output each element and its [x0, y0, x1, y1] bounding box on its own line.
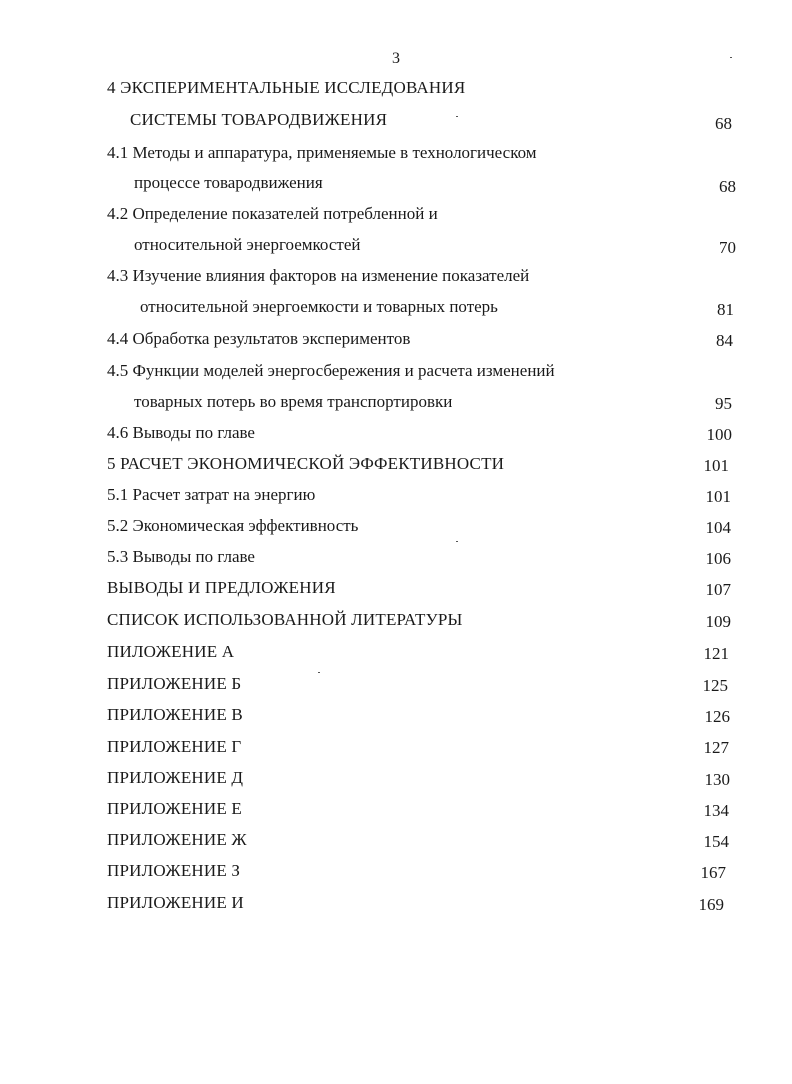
- toc-entry-text: 4.6 Выводы по главе: [107, 423, 255, 442]
- toc-entry-text: 5.1 Расчет затрат на энергию: [107, 485, 316, 504]
- toc-entry-text: ПРИЛОЖЕНИЕ З: [107, 861, 241, 880]
- toc-entry-page: 95: [715, 394, 732, 413]
- toc-entry-text: 4 ЭКСПЕРИМЕНТАЛЬНЫЕ ИССЛЕДОВАНИЯ: [107, 78, 466, 97]
- scan-speck: [318, 672, 320, 673]
- toc-entry-text: ВЫВОДЫ И ПРЕДЛОЖЕНИЯ: [107, 578, 336, 597]
- toc-entry-page: 167: [700, 863, 726, 882]
- toc-entry-page: 68: [719, 177, 736, 196]
- toc-entry-text: 4.5 Функции моделей энергосбережения и расчета изменений: [107, 361, 555, 380]
- toc-entry-page: 70: [719, 238, 736, 257]
- scan-speck: [456, 541, 458, 542]
- toc-entry-text: 5.2 Экономическая эффективность: [107, 516, 359, 535]
- toc-entry-page: 130: [704, 770, 730, 789]
- toc-entry-page: 169: [698, 895, 724, 914]
- toc-entry-text: товарных потерь во время транспортировки: [134, 392, 453, 411]
- toc-entry-text: ПРИЛОЖЕНИЕ Д: [107, 768, 244, 787]
- toc-entry-text: 4.1 Методы и аппаратура, применяемые в технологическом: [107, 143, 537, 162]
- toc-entry-page: 104: [705, 518, 731, 537]
- toc-entry-text: 5.3 Выводы по главе: [107, 547, 255, 566]
- toc-entry-page: 109: [705, 612, 731, 631]
- toc-entry-text: ПРИЛОЖЕНИЕ Б: [107, 674, 242, 693]
- toc-entry-text: ПИЛОЖЕНИЕ А: [107, 642, 235, 661]
- toc-entry-text: ПРИЛОЖЕНИЕ В: [107, 705, 243, 724]
- toc-entry-text: относительной энергоемкости и товарных потерь: [140, 297, 498, 316]
- toc-entry-page: 106: [705, 549, 731, 568]
- toc-entry-text: ПРИЛОЖЕНИЕ И: [107, 893, 244, 912]
- toc-entry-page: 126: [704, 707, 730, 726]
- toc-entry-page: 125: [702, 676, 728, 695]
- toc-entry-text: процессе товародвижения: [134, 173, 323, 192]
- toc-entry-page: 81: [717, 300, 734, 319]
- toc-entry-page: 101: [703, 456, 729, 475]
- scan-speck: [730, 57, 732, 58]
- toc-entry-text: СИСТЕМЫ ТОВАРОДВИЖЕНИЯ: [130, 110, 388, 129]
- toc-entry-page: 68: [715, 114, 732, 133]
- toc-entry-text: относительной энергоемкостей: [134, 235, 361, 254]
- toc-entry-page: 154: [703, 832, 729, 851]
- toc-entry-page: 101: [705, 487, 731, 506]
- toc-entry-text: 4.3 Изучение влияния факторов на изменение показателей: [107, 266, 530, 285]
- toc-entry-page: 107: [705, 580, 731, 599]
- page-number: 3: [392, 50, 400, 67]
- toc-entry-page: 84: [716, 331, 733, 350]
- toc-entry-text: 4.4 Обработка результатов экспериментов: [107, 329, 411, 348]
- toc-entry-page: 134: [703, 801, 729, 820]
- toc-entry-page: 127: [703, 738, 729, 757]
- toc-entry-page: 100: [706, 425, 732, 444]
- toc-entry-text: ПРИЛОЖЕНИЕ Г: [107, 737, 242, 756]
- toc-entry-text: 4.2 Определение показателей потребленной и: [107, 204, 438, 223]
- toc-entry-text: СПИСОК ИСПОЛЬЗОВАННОЙ ЛИТЕРАТУРЫ: [107, 610, 463, 629]
- toc-entry-text: 5 РАСЧЕТ ЭКОНОМИЧЕСКОЙ ЭФФЕКТИВНОСТИ: [107, 454, 505, 473]
- toc-entry-text: ПРИЛОЖЕНИЕ Е: [107, 799, 242, 818]
- scan-speck: [456, 116, 458, 117]
- toc-entry-text: ПРИЛОЖЕНИЕ Ж: [107, 830, 247, 849]
- toc-entry-page: 121: [703, 644, 729, 663]
